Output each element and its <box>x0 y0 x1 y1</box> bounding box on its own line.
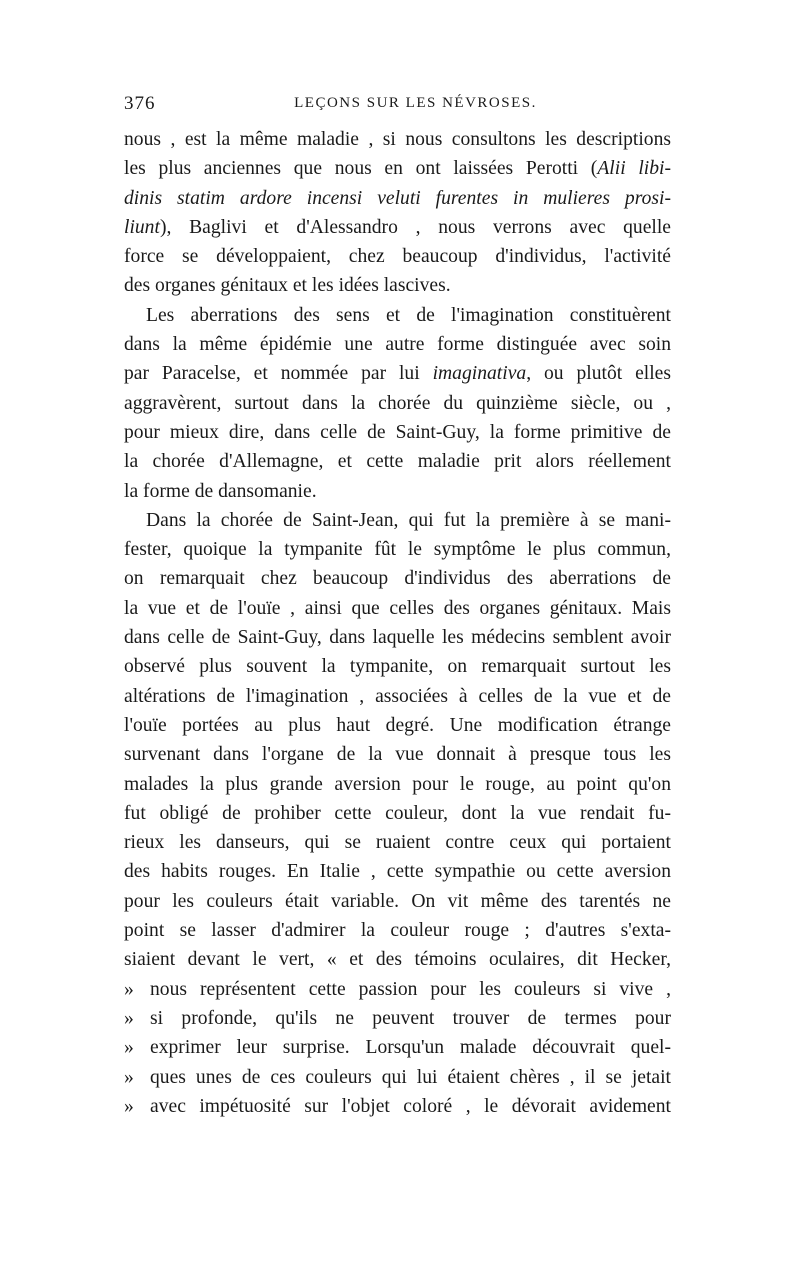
text-line: fester, quoique la tympanite fût le symptôme le plus commun, <box>124 539 671 561</box>
quoted-text: ques unes de ces couleurs qui lui étaient chères , il se jetait <box>150 1066 671 1088</box>
italic-text: imaginativa <box>432 363 527 385</box>
body-text <box>124 125 671 1121</box>
text-line: dans celle de Saint-Guy, dans laquelle les médecins semblent avoir <box>124 627 671 649</box>
quoted-text: si profonde, qu'ils ne peuvent trouver de termes pour <box>150 1007 671 1029</box>
text-line: Les aberrations des sens et de l'imagination constituèrent <box>146 304 671 326</box>
text-line: altérations de l'imagination , associées à celles de la vue et de <box>124 685 671 707</box>
quoted-line <box>124 1092 671 1121</box>
quoted-text: nous représentent cette passion pour les couleurs si vive , <box>150 978 671 1000</box>
text-line: dans la même épidémie une autre forme distinguée avec soin <box>124 334 671 356</box>
quoted-line <box>124 975 671 1004</box>
text-line: par Paracelse, et nommée par lui imaginativa, ou plutôt elles <box>124 363 671 385</box>
italic-text: Alii libi- <box>597 158 671 180</box>
text-line: liunt), Baglivi et d'Alessandro , nous verrons avec quelle <box>124 216 671 238</box>
text-line: la chorée d'Allemagne, et cette maladie prit alors réellement <box>124 451 671 473</box>
text-line: point se lasser d'admirer la couleur rouge ; d'autres s'exta- <box>124 920 671 942</box>
text-line: on remarquait chez beaucoup d'individus des aberrations de <box>124 568 671 590</box>
italic-text: liunt <box>124 216 160 238</box>
quote-mark: » <box>124 1095 134 1117</box>
text-line: des habits rouges. En Italie , cette sympathie ou cette aversion <box>124 861 671 883</box>
text-line: l'ouïe portées au plus haut degré. Une modification étrange <box>124 714 671 736</box>
text-line: pour mieux dire, dans celle de Saint-Guy, la forme primitive de <box>124 421 671 443</box>
quote-mark: » <box>124 978 134 1000</box>
text-line: survenant dans l'organe de la vue donnait à presque tous les <box>124 744 671 766</box>
text-line: rieux les danseurs, qui se ruaient contre ceux qui portaient <box>124 832 671 854</box>
text-line: la forme de dansomanie. <box>124 480 317 502</box>
quoted-line <box>124 1033 671 1062</box>
italic-text: dinis statim ardore incensi veluti furentes in mulieres prosi- <box>124 187 671 209</box>
running-title: LEÇONS SUR LES NÉVROSES. <box>294 95 537 111</box>
page-number: 376 <box>124 93 156 114</box>
text-line: pour les couleurs était variable. On vit même des tarentés ne <box>124 890 671 912</box>
text-line: force se développaient, chez beaucoup d'individus, l'activité <box>124 246 671 268</box>
text-line: aggravèrent, surtout dans la chorée du quinzième siècle, ou , <box>124 392 671 414</box>
quote-mark: » <box>124 1037 134 1059</box>
text-line <box>124 184 671 213</box>
quoted-text: avec impétuosité sur l'objet coloré , le dévorait avidement <box>150 1095 671 1117</box>
text-line: nous , est la même maladie , si nous consultons les descriptions <box>124 129 671 150</box>
text-line: Dans la chorée de Saint-Jean, qui fut la première à se mani- <box>146 509 671 531</box>
quoted-text: exprimer leur surprise. Lorsqu'un malade découvrait quel- <box>150 1037 671 1059</box>
text-line: fut obligé de prohiber cette couleur, dont la vue rendait fu- <box>124 802 671 824</box>
text-line: la vue et de l'ouïe , ainsi que celles des organes génitaux. Mais <box>124 597 671 619</box>
text-line: siaient devant le vert, « et des témoins oculaires, dit Hecker, <box>124 949 671 971</box>
text-line: des organes génitaux et les idées lascives. <box>124 275 451 297</box>
text-line: les plus anciennes que nous en ont laissées Perotti (Alii libi- <box>124 158 671 180</box>
quote-mark: » <box>124 1066 134 1088</box>
text-line: malades la plus grande aversion pour le rouge, au point qu'on <box>124 773 671 795</box>
quoted-line <box>124 1004 671 1033</box>
quoted-line <box>124 1063 671 1092</box>
text-line: observé plus souvent la tympanite, on remarquait surtout les <box>124 656 671 678</box>
quote-mark: » <box>124 1007 134 1029</box>
running-head <box>124 93 671 119</box>
